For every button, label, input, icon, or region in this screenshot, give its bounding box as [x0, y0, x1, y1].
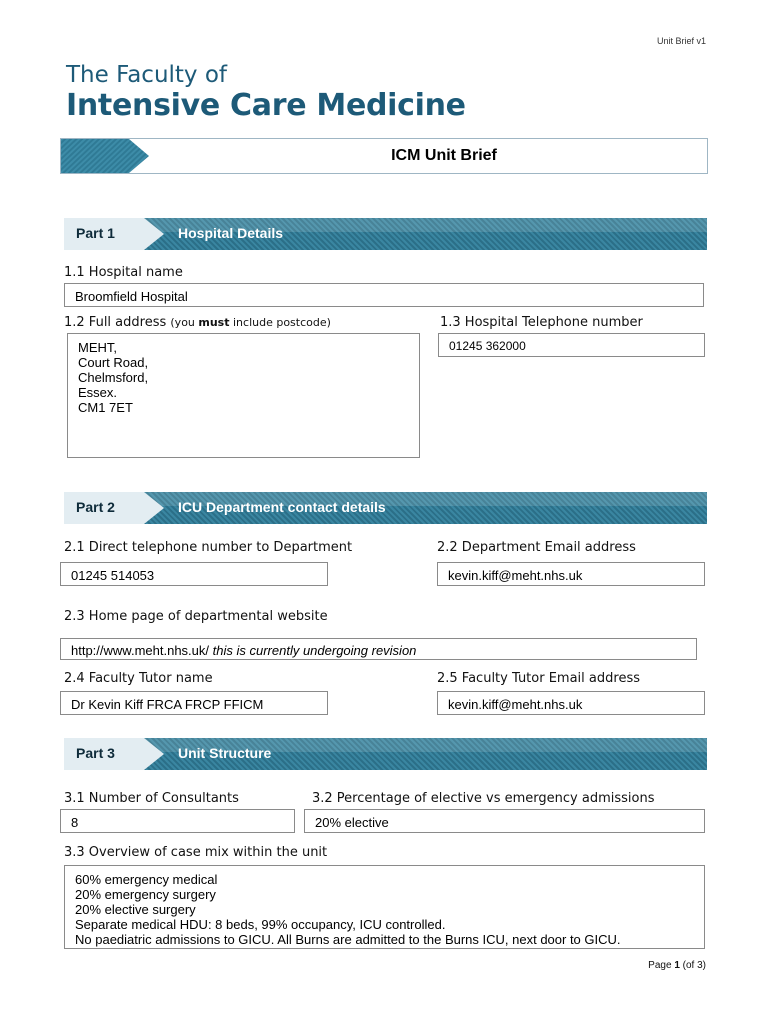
faculty-title-line2: Intensive Care Medicine — [66, 88, 466, 123]
part1-label: Part 1 — [76, 225, 115, 241]
tutor-name-field[interactable]: Dr Kevin Kiff FRCA FRCP FFICM — [60, 691, 328, 715]
part2-banner — [64, 492, 707, 524]
elective-pct-label: 3.2 Percentage of elective vs emergency admissions — [312, 791, 655, 806]
website-url[interactable]: http://www.meht.nhs.uk/ — [71, 643, 210, 658]
page-title: ICM Unit Brief — [391, 147, 497, 164]
page-number: Page 1 (of 3) — [648, 960, 706, 971]
dept-phone-field[interactable]: 01245 514053 — [60, 562, 328, 586]
brief-title-bar — [60, 138, 708, 174]
dept-phone-label: 2.1 Direct telephone number to Department — [64, 540, 353, 555]
case-mix-label: 3.3 Overview of case mix within the unit — [64, 845, 328, 860]
part3-label: Part 3 — [76, 745, 115, 761]
case-mix-field[interactable]: 60% emergency medical 20% emergency surgery 20% elective surgery Separate medical HDU: 8 beds, 99% occupancy, ICU controlled. No paediatric admissions to GICU. All Burns are admitted to the Burns ICU, next door to GICU. — [64, 865, 705, 949]
telephone-label: 1.3 Hospital Telephone number — [440, 315, 643, 330]
part1-title: Hospital Details — [178, 225, 284, 241]
website-field[interactable] — [60, 638, 697, 660]
tutor-email-label: 2.5 Faculty Tutor Email address — [437, 671, 640, 686]
telephone-field[interactable]: 01245 362000 — [438, 333, 705, 357]
consultants-field[interactable]: 8 — [60, 809, 295, 833]
website-note: this is currently undergoing revision — [212, 643, 417, 658]
hospital-name-label: 1.1 Hospital name — [64, 265, 183, 280]
part3-banner — [64, 738, 707, 770]
part1-banner — [64, 218, 707, 250]
part3-title: Unit Structure — [178, 745, 272, 761]
dept-email-label: 2.2 Department Email address — [437, 540, 636, 555]
tutor-email-field[interactable]: kevin.kiff@meht.nhs.uk — [437, 691, 705, 715]
tutor-name-label: 2.4 Faculty Tutor name — [64, 671, 213, 686]
website-label: 2.3 Home page of departmental website — [64, 609, 328, 624]
faculty-title-line1: The Faculty of — [66, 62, 228, 88]
consultants-label: 3.1 Number of Consultants — [64, 791, 239, 806]
part2-title: ICU Department contact details — [178, 499, 386, 515]
part2-label: Part 2 — [76, 499, 115, 515]
hospital-name-field[interactable]: Broomfield Hospital — [64, 283, 704, 307]
elective-pct-field[interactable]: 20% elective — [304, 809, 705, 833]
address-label: 1.2 Full address (you must include postcode) — [64, 315, 331, 330]
document-version: Unit Brief v1 — [656, 36, 706, 46]
dept-email-field[interactable]: kevin.kiff@meht.nhs.uk — [437, 562, 705, 586]
address-field[interactable]: MEHT, Court Road, Chelmsford, Essex. CM1 7ET — [67, 333, 420, 458]
